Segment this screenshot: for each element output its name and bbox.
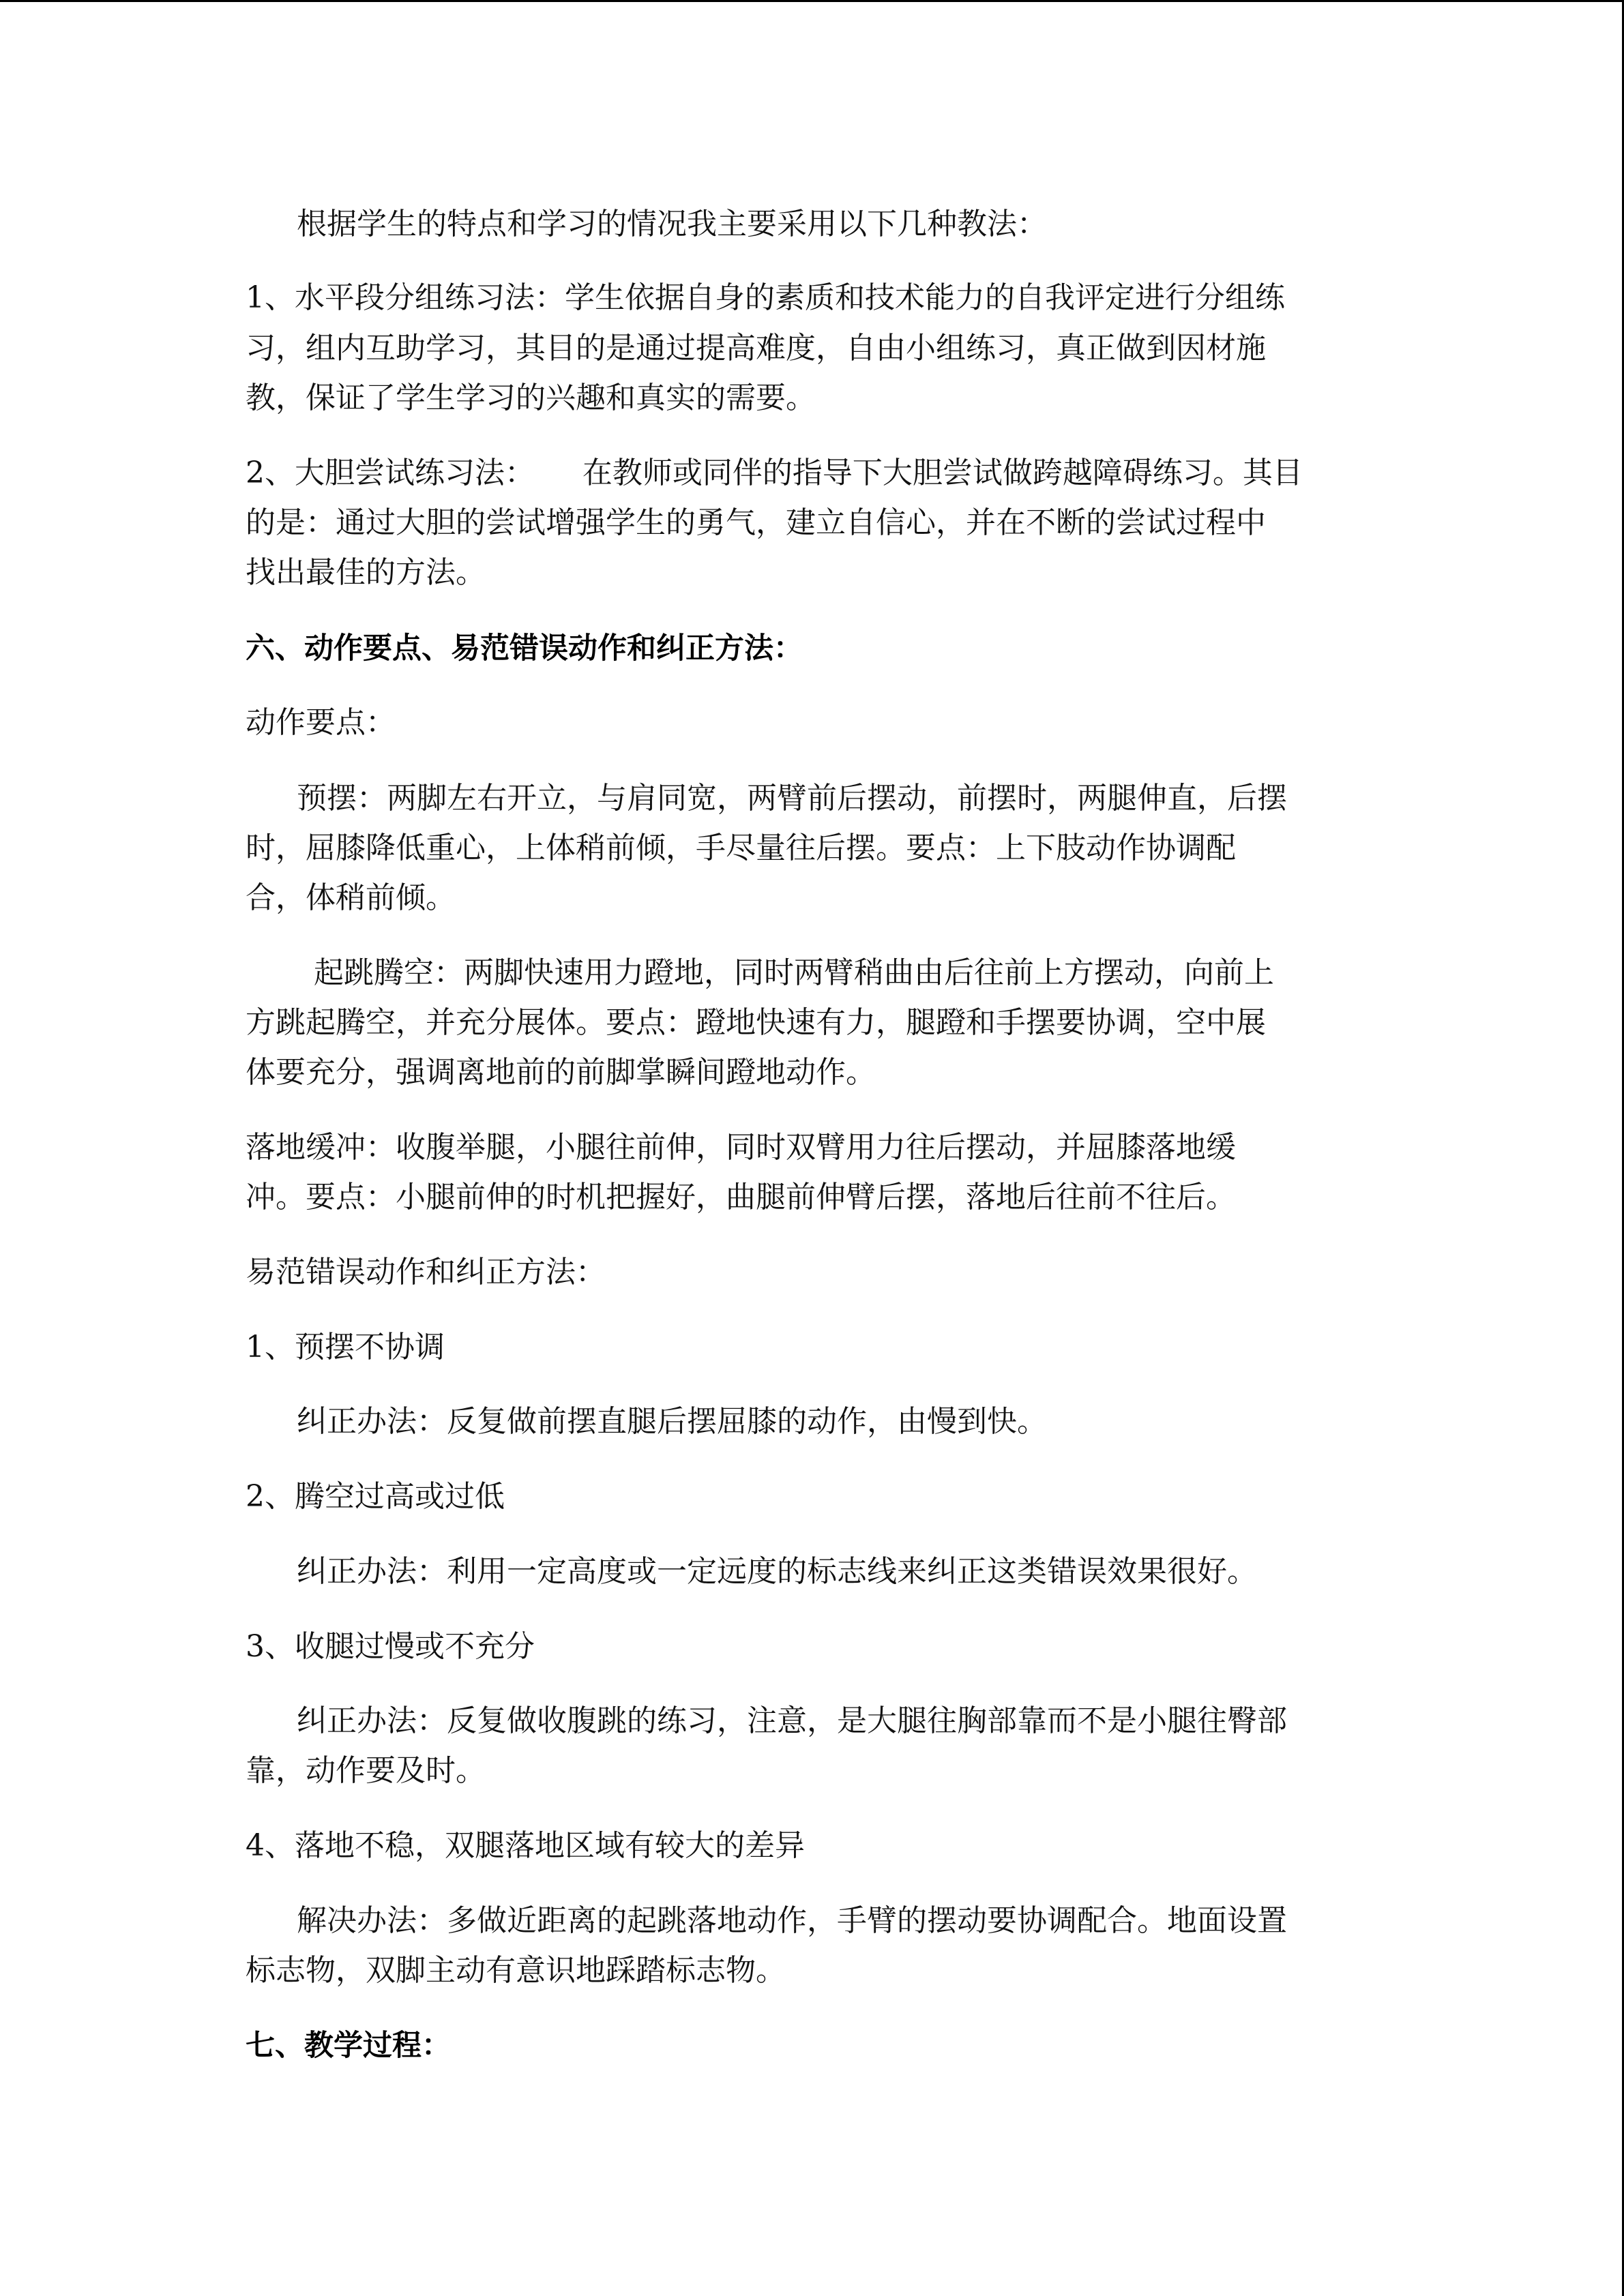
error-3-title: 3、收腿过慢或不充分 bbox=[246, 1629, 535, 1664]
method-2-line-2: 的是：通过大胆的尝试增强学生的勇气，建立自信心，并在不断的尝试过程中 bbox=[246, 505, 1266, 540]
takeoff-line-1: 起跳腾空：两脚快速用力蹬地，同时两臂稍曲由后往前上方摆动，向前上 bbox=[314, 955, 1274, 990]
error-1-correction: 纠正办法：反复做前摆直腿后摆屈膝的动作，由慢到快。 bbox=[297, 1404, 1047, 1439]
preswing-line-1: 预摆：两脚左右开立，与肩同宽，两臂前后摆动，前摆时，两腿伸直，后摆 bbox=[297, 781, 1287, 816]
section-6-heading: 六、动作要点、易范错误动作和纠正方法： bbox=[246, 631, 803, 666]
preswing-line-2: 时，屈膝降低重心，上体稍前倾，手尽量往后摆。要点：上下肢动作协调配 bbox=[246, 831, 1236, 865]
section-7-heading: 七、教学过程： bbox=[246, 2029, 451, 2063]
error-3-correction-line-1: 纠正办法：反复做收腹跳的练习，注意，是大腿往胸部靠而不是小腿往臀部 bbox=[297, 1703, 1287, 1738]
method-1-line-3: 教，保证了学生学习的兴趣和真实的需要。 bbox=[246, 381, 816, 415]
error-4-solution-line-2: 标志物，双脚主动有意识地踩踏标志物。 bbox=[246, 1953, 786, 1988]
takeoff-line-2: 方跳起腾空，并充分展体。要点：蹬地快速有力，腿蹬和手摆要协调，空中展 bbox=[246, 1005, 1266, 1040]
takeoff-line-3: 体要充分，强调离地前的前脚掌瞬间蹬地动作。 bbox=[246, 1055, 876, 1090]
error-4-title: 4、落地不稳，双腿落地区域有较大的差异 bbox=[246, 1828, 805, 1863]
error-2-correction: 纠正办法：利用一定高度或一定远度的标志线来纠正这类错误效果很好。 bbox=[297, 1554, 1257, 1589]
landing-line-1: 落地缓冲：收腹举腿，小腿往前伸，同时双臂用力往后摆动，并屈膝落地缓 bbox=[246, 1130, 1236, 1165]
error-1-title: 1、预摆不协调 bbox=[246, 1330, 445, 1365]
error-2-title: 2、腾空过高或过低 bbox=[246, 1479, 505, 1514]
preswing-line-3: 合，体稍前倾。 bbox=[246, 880, 456, 915]
error-3-correction-line-2: 靠，动作要及时。 bbox=[246, 1753, 486, 1788]
landing-line-2: 冲。要点：小腿前伸的时机把握好，曲腿前伸臂后摆，落地后往前不往后。 bbox=[246, 1180, 1236, 1214]
method-1-line-1: 1、水平段分组练习法：学生依据自身的素质和技术能力的自我评定进行分组练 bbox=[246, 280, 1285, 315]
intro-paragraph: 根据学生的特点和学习的情况我主要采用以下几种教法： bbox=[297, 207, 1047, 241]
common-errors-label: 易范错误动作和纠正方法： bbox=[246, 1255, 606, 1289]
error-4-solution-line-1: 解决办法：多做近距离的起跳落地动作，手臂的摆动要协调配合。地面设置 bbox=[297, 1903, 1287, 1938]
key-points-label: 动作要点： bbox=[246, 705, 396, 740]
method-2-line-1: 2、大胆尝试练习法： 在教师或同伴的指导下大胆尝试做跨越障碍练习。其目 bbox=[246, 456, 1303, 490]
method-2-line-3: 找出最佳的方法。 bbox=[246, 555, 486, 590]
method-1-line-2: 习，组内互助学习，其目的是通过提高难度，自由小组练习，真正做到因材施 bbox=[246, 331, 1266, 366]
